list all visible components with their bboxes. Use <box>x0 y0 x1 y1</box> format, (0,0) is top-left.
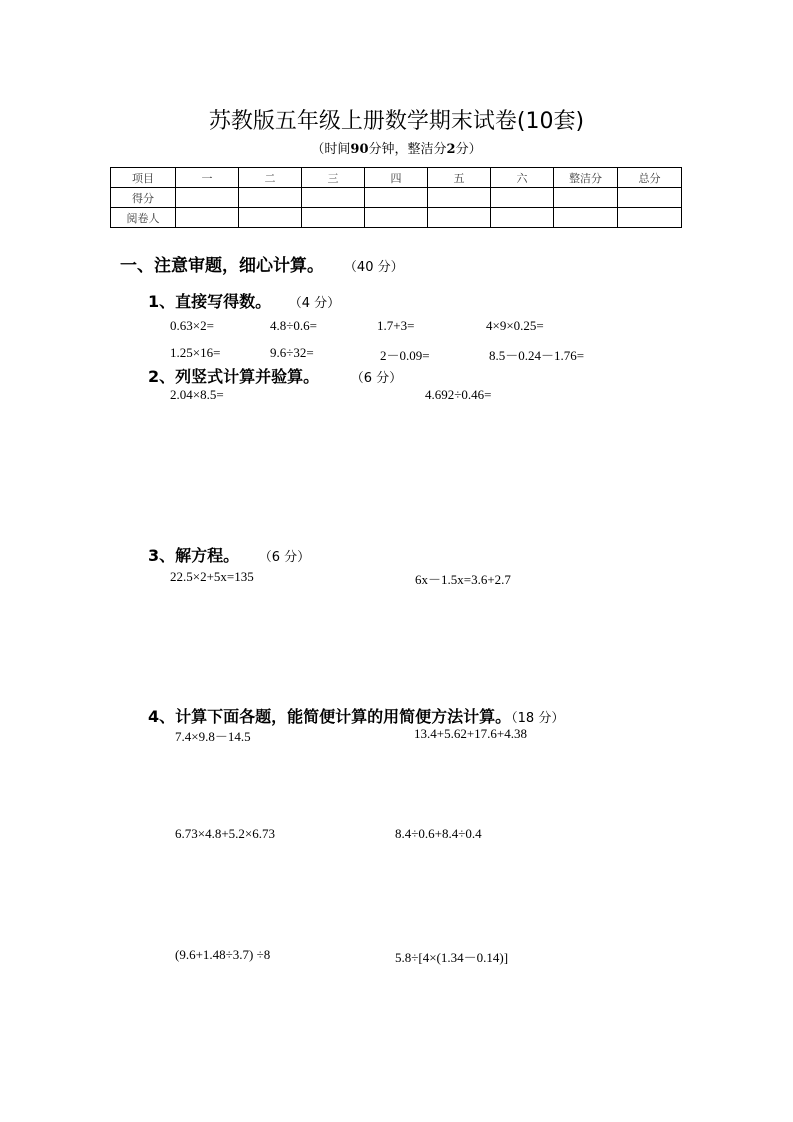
exam-info-open: （时间 <box>311 142 351 157</box>
question-1-points: （4 分） <box>288 296 341 311</box>
grader-row <box>111 208 682 228</box>
header-cell: 整洁分 <box>554 168 618 188</box>
row-label: 得分 <box>111 188 176 208</box>
question-2-heading <box>148 364 402 387</box>
question-1-title: 1、直接写得数。 <box>148 292 272 311</box>
exam-info-close: 分） <box>455 142 482 157</box>
grader-cell[interactable] <box>491 208 554 228</box>
question-3-points: （6 分） <box>258 550 311 565</box>
exam-info-mid: 分钟，整洁分 <box>368 142 447 157</box>
problem: 1.25×16= <box>170 345 221 360</box>
header-cell: 二 <box>239 168 302 188</box>
grader-cell[interactable] <box>176 208 239 228</box>
score-cell[interactable] <box>365 188 428 208</box>
problem: 13.4+5.62+17.6+4.38 <box>414 726 527 741</box>
problem: 6x－1.5x=3.6+2.7 <box>415 572 511 587</box>
score-table-header-row <box>111 168 682 188</box>
exam-info <box>0 138 793 157</box>
grader-cell[interactable] <box>302 208 365 228</box>
header-cell: 项目 <box>111 168 176 188</box>
problem: 6.73×4.8+5.2×6.73 <box>175 826 275 841</box>
question-4-heading <box>148 704 564 727</box>
problem: 22.5×2+5x=135 <box>170 569 254 584</box>
exam-minutes: 90 <box>350 142 369 157</box>
score-row <box>111 188 682 208</box>
problem: 4×9×0.25= <box>486 318 544 333</box>
problem: 4.692÷0.46= <box>425 387 492 402</box>
problem: 2－0.09= <box>380 348 430 363</box>
score-cell[interactable] <box>302 188 365 208</box>
question-2-title: 2、列竖式计算并验算。 <box>148 367 320 386</box>
problem: 7.4×9.8－14.5 <box>175 729 251 744</box>
header-cell: 六 <box>491 168 554 188</box>
header-cell: 三 <box>302 168 365 188</box>
grader-cell[interactable] <box>428 208 491 228</box>
question-4-points: （18 分） <box>511 711 565 726</box>
score-cell[interactable] <box>428 188 491 208</box>
problem: (9.6+1.48÷3.7) ÷8 <box>175 947 271 962</box>
problem: 2.04×8.5= <box>170 387 224 402</box>
problem: 8.4÷0.6+8.4÷0.4 <box>395 826 482 841</box>
question-3-heading <box>148 543 310 566</box>
question-4-title: 4、计算下面各题，能简便计算的用简便方法计算。 <box>148 707 512 726</box>
score-table <box>110 167 682 228</box>
row-label: 阅卷人 <box>111 208 176 228</box>
problem: 8.5－0.24－1.76= <box>489 348 585 363</box>
page-title: 苏教版五年级上册数学期末试卷(10套) <box>208 109 585 134</box>
problem: 5.8÷[4×(1.34－0.14)] <box>395 950 509 965</box>
grader-cell[interactable] <box>365 208 428 228</box>
problem: 4.8÷0.6= <box>270 318 317 333</box>
header-cell: 一 <box>176 168 239 188</box>
header-cell: 总分 <box>618 168 682 188</box>
header-cell: 四 <box>365 168 428 188</box>
question-3-title: 3、解方程。 <box>148 546 240 565</box>
grader-cell[interactable] <box>554 208 618 228</box>
problem: 9.6÷32= <box>270 345 314 360</box>
grader-cell[interactable] <box>239 208 302 228</box>
question-1-heading <box>148 289 340 312</box>
score-cell[interactable] <box>554 188 618 208</box>
problem: 1.7+3= <box>377 318 415 333</box>
score-cell[interactable] <box>239 188 302 208</box>
section-1-title: 一、注意审题，细心计算。 <box>120 256 324 276</box>
score-cell[interactable] <box>176 188 239 208</box>
grader-cell[interactable] <box>618 208 682 228</box>
section-1-heading <box>120 251 404 276</box>
header-cell: 五 <box>428 168 491 188</box>
neatness-points: 2 <box>446 142 456 157</box>
score-cell[interactable] <box>491 188 554 208</box>
problem: 0.63×2= <box>170 318 214 333</box>
section-1-points: （40 分） <box>343 260 404 275</box>
score-cell[interactable] <box>618 188 682 208</box>
question-2-points: （6 分） <box>350 371 403 386</box>
